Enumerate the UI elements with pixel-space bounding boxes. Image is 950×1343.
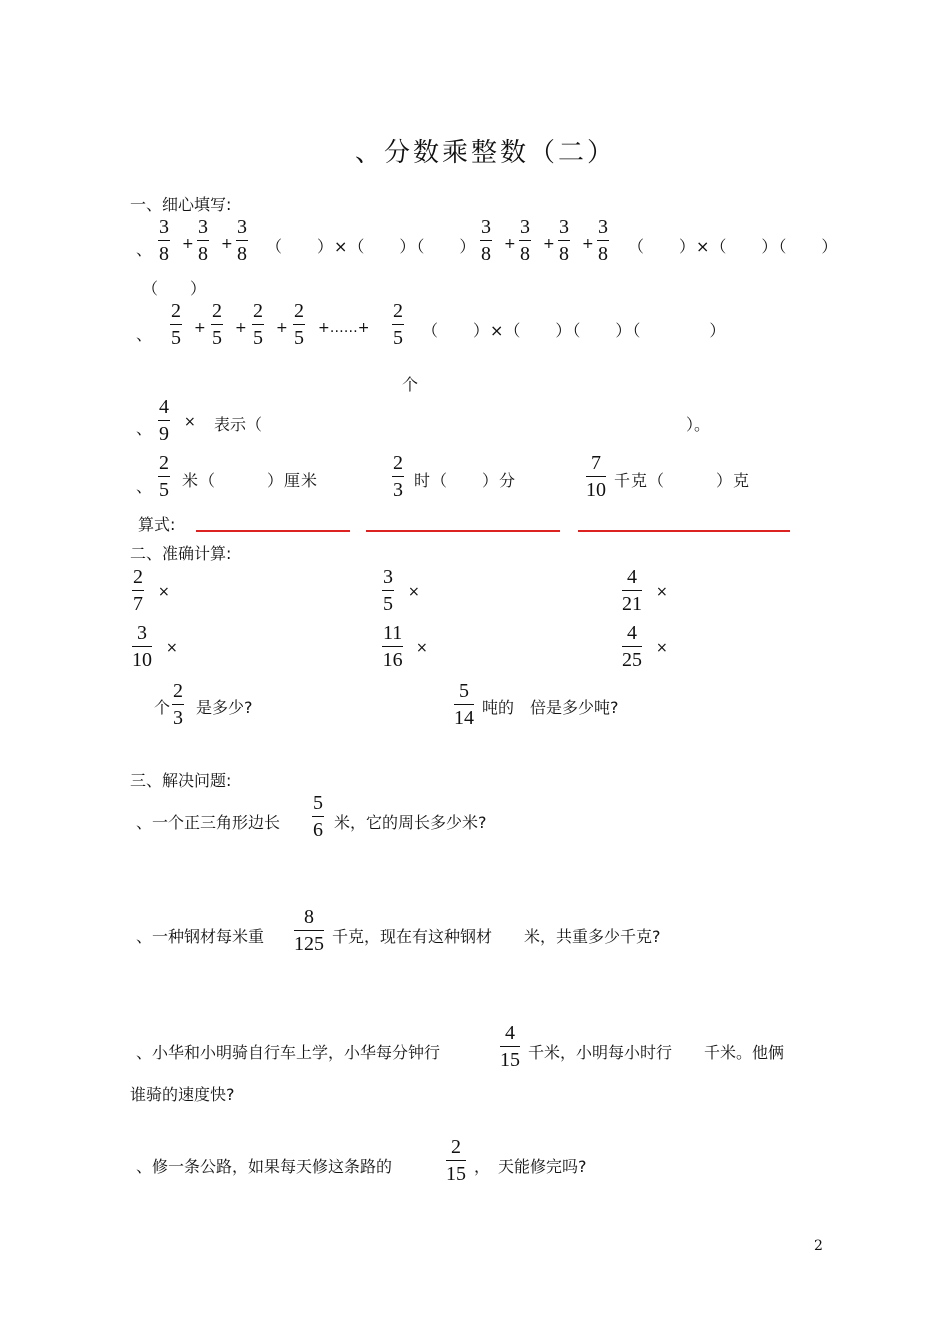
plus-sign: +: [276, 320, 288, 336]
section2-heading: 二、准确计算:: [130, 544, 232, 563]
p2-post: 千克，现在有这种钢材 米，共重多少千克?: [332, 927, 661, 946]
denominator: 9: [159, 423, 169, 445]
plus-sign: +: [221, 236, 233, 252]
denominator: 14: [454, 707, 474, 729]
denominator: 5: [159, 479, 169, 501]
plus-sign: +: [504, 236, 516, 252]
denominator: 7: [133, 593, 143, 615]
numerator: 2: [133, 566, 143, 588]
q3-label: 表示（: [214, 415, 263, 434]
numerator: 4: [627, 622, 637, 644]
p4-post: ， 天能修完吗?: [474, 1157, 587, 1176]
numerator: 5: [313, 792, 323, 814]
numerator: 2: [393, 452, 403, 474]
denominator: 8: [481, 243, 491, 265]
numerator: 2: [171, 300, 181, 322]
numerator: 11: [383, 622, 403, 644]
q3-fraction: [158, 396, 170, 445]
section3-heading: 三、解决问题:: [130, 771, 232, 790]
numerator: 2: [173, 680, 183, 702]
denominator: 5: [383, 593, 393, 615]
denominator: 3: [393, 479, 403, 501]
numerator: 2: [294, 300, 304, 322]
q4-prefix: 、: [136, 477, 153, 496]
q2-under-label: 个: [402, 375, 419, 394]
numerator: 3: [137, 622, 147, 644]
ellipsis: +……+: [318, 320, 370, 336]
q1-fraction-a: [197, 216, 209, 265]
denominator: 8: [198, 243, 208, 265]
numerator: 3: [559, 216, 569, 238]
denominator: 5: [253, 327, 263, 349]
q4-text-c: 千克（ ）克: [614, 471, 751, 490]
plus-sign: +: [543, 236, 555, 252]
q1-prefix: 、: [136, 240, 153, 259]
p3-line2: 谁骑的速度快?: [130, 1085, 235, 1104]
calc-fraction: [622, 566, 642, 615]
denominator: 21: [622, 593, 642, 615]
p1-fraction: [312, 792, 324, 841]
p1-post: 米，它的周长多少米?: [334, 813, 487, 832]
numerator: 3: [481, 216, 491, 238]
q1-fraction-a: [158, 216, 170, 265]
numerator: 2: [253, 300, 263, 322]
w1-pre: 个: [154, 698, 171, 717]
numerator: 3: [237, 216, 247, 238]
plus-sign: +: [235, 320, 247, 336]
numerator: 2: [159, 452, 169, 474]
q3-end: ）。: [686, 415, 711, 434]
calc-fraction: [132, 622, 152, 671]
times-sign: ×: [408, 584, 420, 600]
q2-prefix: 、: [136, 325, 153, 344]
numerator: 4: [627, 566, 637, 588]
denominator: 8: [237, 243, 247, 265]
q1-fraction-b: [519, 216, 531, 265]
calc-fraction: [132, 566, 144, 615]
page-title: 、分数乘整数（二）: [355, 138, 617, 168]
numerator: 8: [304, 906, 314, 928]
q2-fraction: [211, 300, 223, 349]
denominator: 15: [500, 1049, 520, 1071]
q2-fraction: [293, 300, 305, 349]
formula-label: 算式:: [138, 515, 176, 534]
numerator: 3: [520, 216, 530, 238]
times-sign: ×: [416, 640, 428, 656]
times-sign: ×: [166, 640, 178, 656]
answer-line-3: [578, 530, 790, 532]
page-number: 2: [814, 1238, 823, 1254]
w2-fraction: [454, 680, 474, 729]
p3-post: 千米，小明每小时行 千米。他俩: [528, 1043, 785, 1062]
denominator: 5: [212, 327, 222, 349]
p3-fraction: [500, 1022, 520, 1071]
q3-prefix: 、: [136, 419, 153, 438]
numerator: 4: [159, 396, 169, 418]
answer-line-2: [366, 530, 560, 532]
w1-post: 是多少?: [196, 698, 253, 717]
numerator: 2: [451, 1136, 461, 1158]
denominator: 5: [294, 327, 304, 349]
plus-sign: +: [182, 236, 194, 252]
denominator: 125: [294, 933, 324, 955]
denominator: 5: [393, 327, 403, 349]
numerator: 4: [505, 1022, 515, 1044]
numerator: 7: [591, 452, 601, 474]
times-sign: ×: [656, 640, 668, 656]
calc-fraction: [382, 566, 394, 615]
denominator: 8: [159, 243, 169, 265]
section1-heading: 一、细心填写:: [130, 195, 232, 214]
denominator: 3: [173, 707, 183, 729]
denominator: 8: [559, 243, 569, 265]
p1-pre: 、一个正三角形边长: [136, 813, 281, 832]
p4-pre: 、修一条公路，如果每天修这条路的: [136, 1157, 393, 1176]
denominator: 6: [313, 819, 323, 841]
plus-sign: +: [194, 320, 206, 336]
q4-frac-b: [392, 452, 404, 501]
numerator: 3: [383, 566, 393, 588]
p3-pre: 、小华和小明骑自行车上学，小华每分钟行: [136, 1043, 441, 1062]
q1-blanks-b: （ ）×（ ）（ ）: [628, 237, 839, 256]
numerator: 3: [159, 216, 169, 238]
times-sign: ×: [656, 584, 668, 600]
denominator: 10: [586, 479, 606, 501]
denominator: 5: [171, 327, 181, 349]
q1-blanks-a: （ ）×（ ）（ ）: [266, 237, 477, 256]
numerator: 5: [459, 680, 469, 702]
w1-fraction: [172, 680, 184, 729]
times-sign: ×: [158, 584, 170, 600]
q4-frac-a: [158, 452, 170, 501]
plus-sign: +: [582, 236, 594, 252]
q2-fraction: [252, 300, 264, 349]
p2-fraction: [294, 906, 324, 955]
q4-text-b: 时（ ）分: [414, 471, 517, 490]
numerator: 2: [393, 300, 403, 322]
p2-pre: 、一种钢材每米重: [136, 927, 265, 946]
q4-frac-c: [586, 452, 606, 501]
denominator: 10: [132, 649, 152, 671]
calc-fraction: [382, 622, 403, 671]
numerator: 3: [198, 216, 208, 238]
answer-line-1: [196, 530, 350, 532]
q1-fraction-b: [480, 216, 492, 265]
q2-fraction: [392, 300, 404, 349]
p4-fraction: [446, 1136, 466, 1185]
numerator: 2: [212, 300, 222, 322]
denominator: 8: [598, 243, 608, 265]
q3-times: ×: [184, 414, 196, 430]
calc-fraction: [622, 622, 642, 671]
numerator: 3: [598, 216, 608, 238]
denominator: 25: [622, 649, 642, 671]
denominator: 8: [520, 243, 530, 265]
q2-blanks: （ ）×（ ）（ ）（ ）: [422, 321, 727, 340]
q4-text-a: 米（ ）厘米: [182, 471, 319, 490]
w2-post: 吨的 倍是多少吨?: [482, 698, 619, 717]
denominator: 16: [382, 649, 403, 671]
q1-blank-wrap: （ ）: [142, 279, 207, 298]
q1-fraction-b: [597, 216, 609, 265]
denominator: 15: [446, 1163, 466, 1185]
q2-fraction: [170, 300, 182, 349]
q1-fraction-a: [236, 216, 248, 265]
q1-fraction-b: [558, 216, 570, 265]
